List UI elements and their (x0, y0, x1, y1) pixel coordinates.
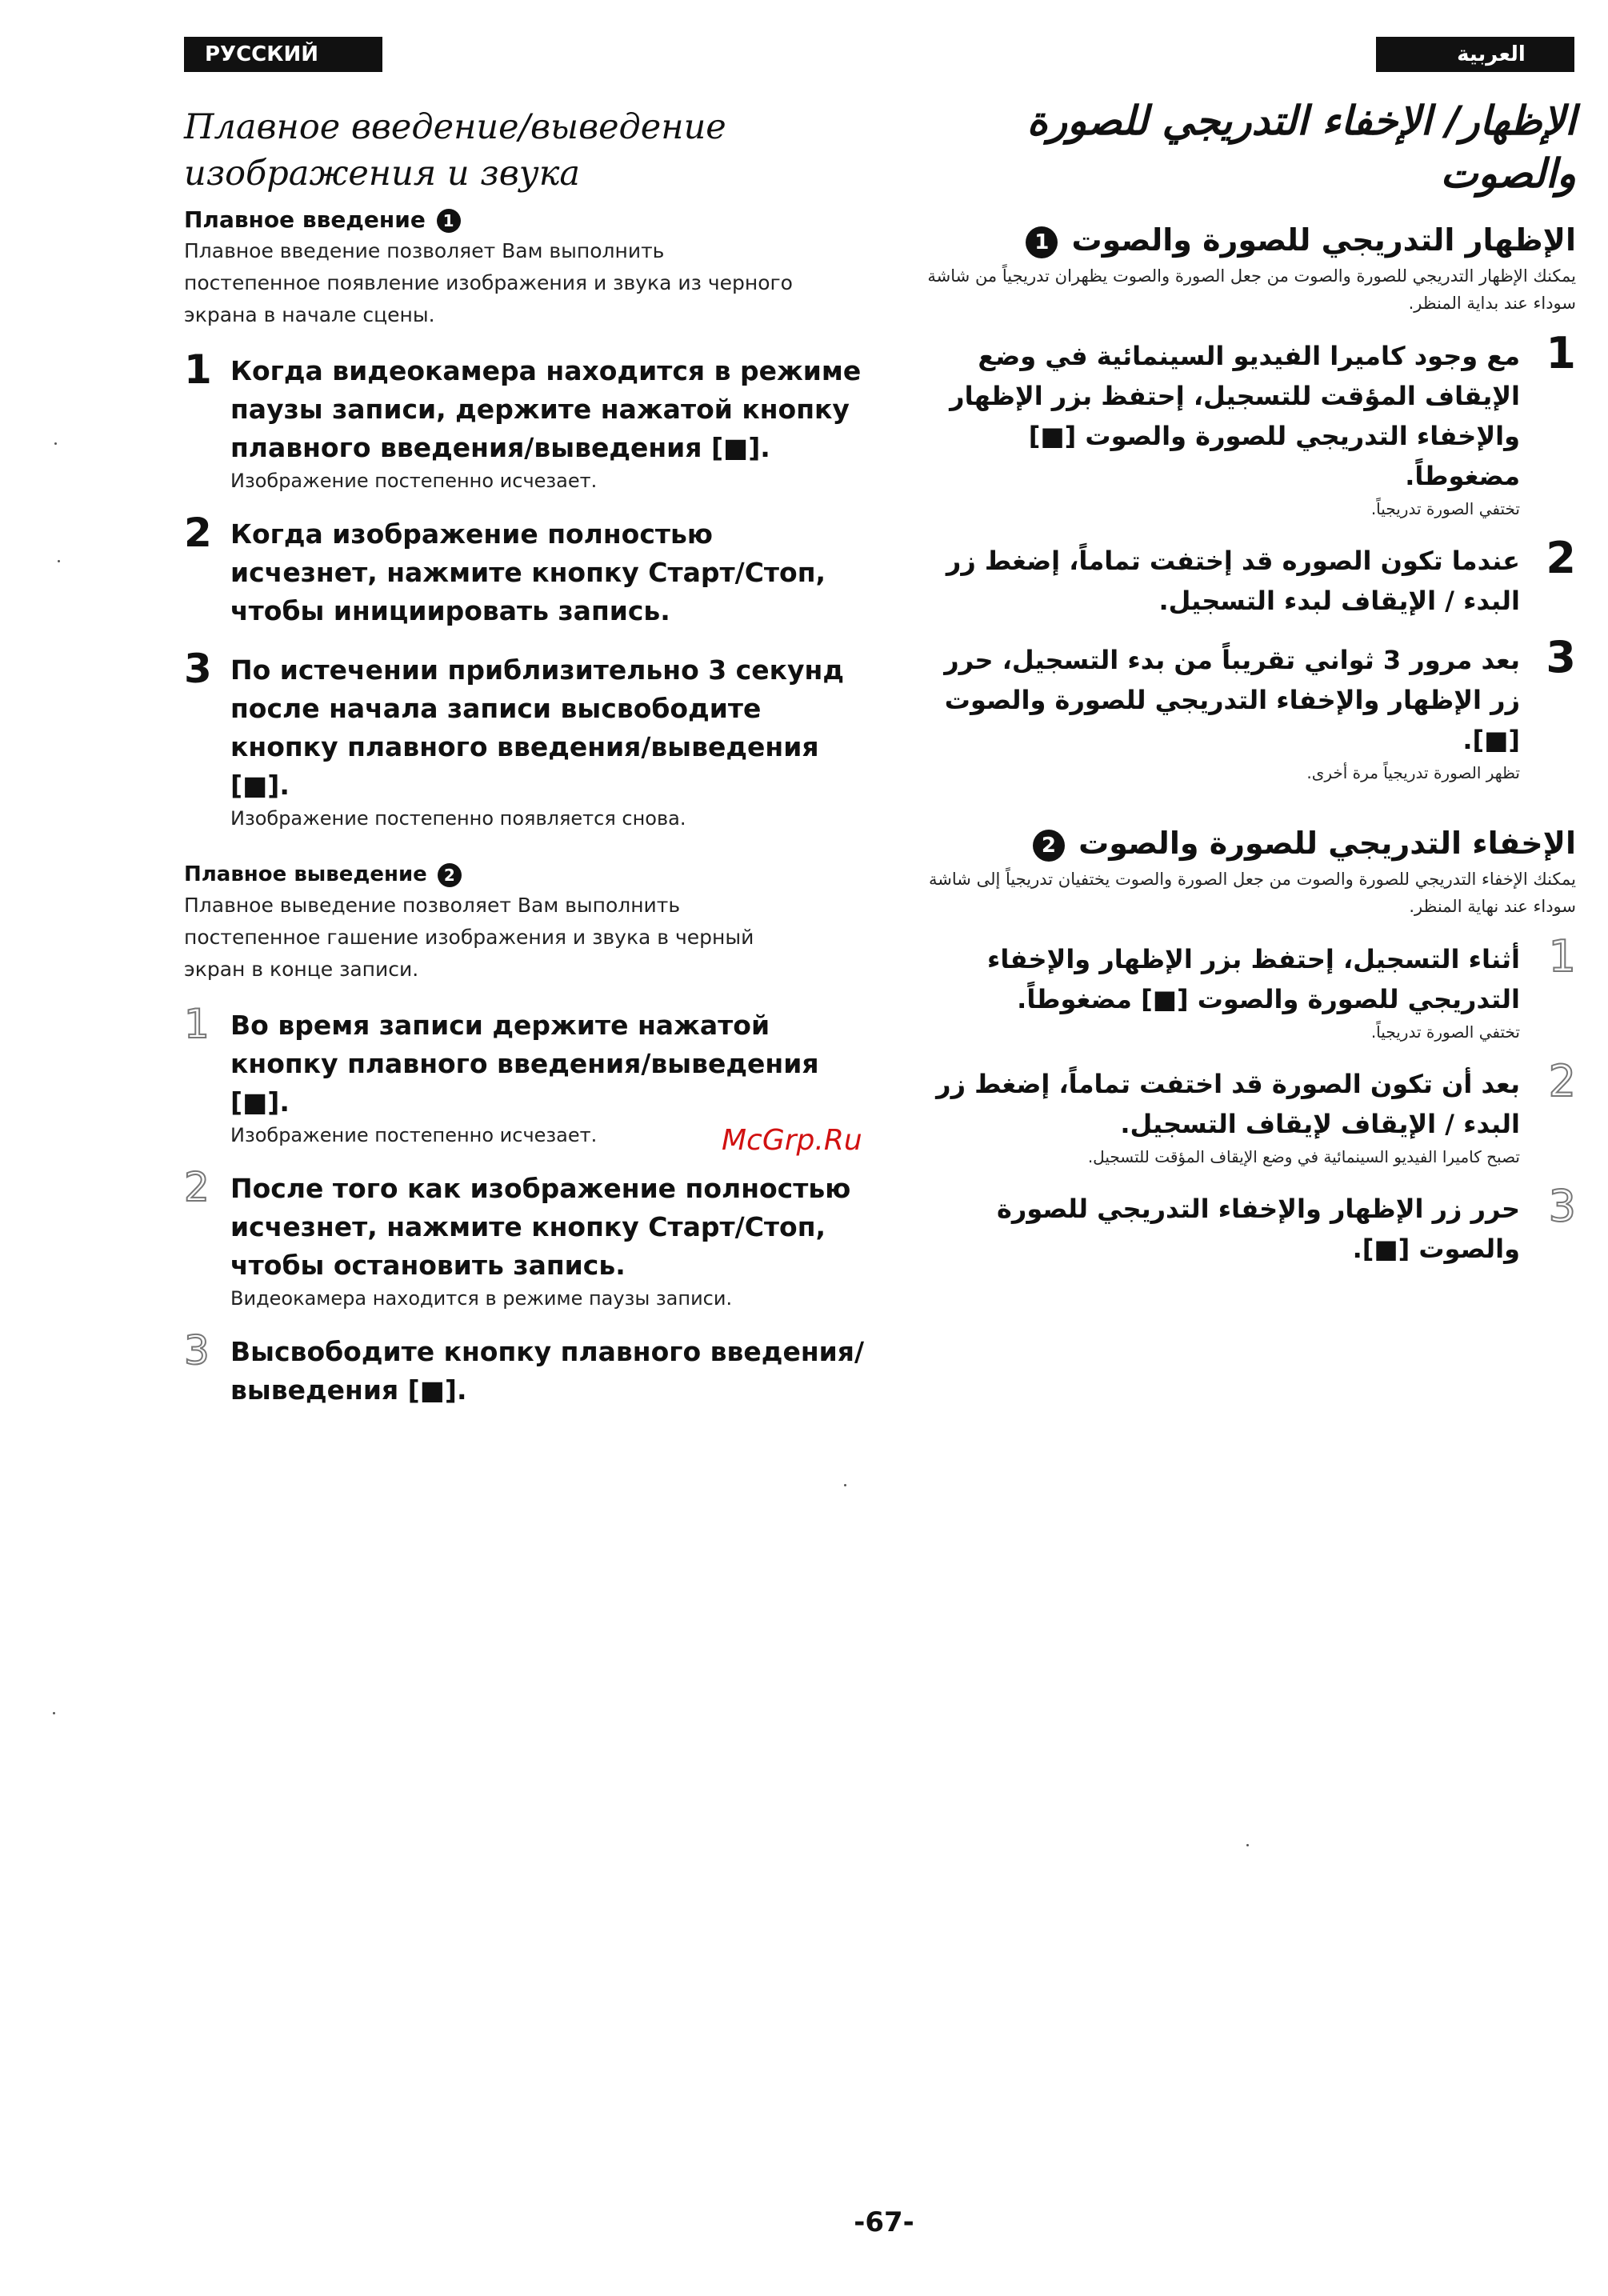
ar-fade-out-step-1 (924, 931, 1576, 1045)
step-note: Изображение постепенно исчезает. (230, 470, 598, 492)
fade-out-heading-label: Плавное выведение (184, 862, 427, 886)
scan-speck (54, 442, 57, 445)
step-text: По истечении приблизительно 3 секунд после начала записи высвободите кнопку плавного введения/выведения [■]. (230, 654, 844, 801)
ar-fade-out-step-3 (924, 1181, 1576, 1269)
step-number: 3 (1548, 1181, 1576, 1231)
step-text: Когда изображение полностью исчезнет, нажмите кнопку Старт/Стоп, чтобы инициировать запись. (230, 518, 826, 626)
ar-fade-out-heading (924, 821, 1576, 866)
step-text: حرر زر الإظهار والإخفاء التدريجي للصورة والصوت [■]. (997, 1194, 1520, 1264)
step-number: 1 (1546, 328, 1576, 378)
watermark: McGrp.Ru (722, 1124, 862, 1157)
ar-fade-out-heading-label: الإخفاء التدريجي للصورة والصوت (1078, 826, 1576, 861)
step-text: Когда видеокамера находится в режиме паузы записи, держите нажатой кнопку плавного введения/выведения [■]. (230, 355, 862, 463)
scan-speck (844, 1484, 846, 1486)
ar-fade-in-step-2 (924, 533, 1576, 621)
fade-in-step-2 (184, 510, 864, 630)
number-2-badge-icon: 2 (438, 863, 462, 887)
arabic-column (924, 94, 1576, 1269)
fade-out-heading (184, 859, 864, 890)
ar-fade-in-step-1 (924, 328, 1576, 522)
step-number: 1 (184, 346, 212, 393)
step-note: تختفي الصورة تدريجياً. (1370, 499, 1520, 518)
step-number: 2 (1548, 1056, 1576, 1106)
scan-speck (53, 1712, 55, 1714)
step-text: بعد مرور 3 ثواني تقريباً من بدء التسجيل، حرر زر الإظهار والإخفاء التدريجي للصورة والصوت [■]. (944, 645, 1520, 755)
step-number: 2 (184, 1164, 210, 1210)
ar-fade-in-heading (924, 218, 1576, 262)
step-text: مع وجود كاميرا الفيديو السينمائية في وضع الإيقاف المؤقت للتسجيل، إحتفظ بزر الإظهار والإخفاء التدريجي للصورة والصوت [■] مضغوطاً. (950, 341, 1520, 491)
step-text: Во время записи держите нажатой кнопку плавного введения/выведения [■]. (230, 1010, 819, 1118)
step-number: 1 (1548, 931, 1576, 982)
ar-fade-in-heading-label: الإظهار التدريجي للصورة والصوت (1071, 222, 1576, 258)
step-note: Изображение постепенно появляется снова. (230, 807, 686, 830)
fade-in-heading-label: Плавное введение (184, 206, 426, 233)
number-1-badge-icon: 1 (1026, 226, 1058, 258)
step-number: 3 (184, 1327, 210, 1374)
step-note: تظهر الصورة تدريجياً مرة أخرى. (1306, 763, 1520, 782)
step-text: أثناء التسجيل، إحتفظ بزر الإظهار والإخفاء التدريجي للصورة والصوت [■] مضغوطاً. (987, 944, 1520, 1014)
step-text: بعد أن تكون الصورة قد اختفت تماماً، إضغط زر البدء / الإيقاف لإيقاف التسجيل. (936, 1069, 1520, 1139)
scan-speck (1246, 1844, 1249, 1846)
ar-fade-in-intro: يمكنك الإظهار التدريجي للصورة والصوت من جعل الصورة والصوت يظهران تدريجياً من شاشة سوداء عند بداية المنظر. (927, 266, 1576, 313)
step-note: تختفي الصورة تدريجياً. (1370, 1022, 1520, 1042)
scan-speck (58, 560, 60, 562)
ar-fade-in-step-3 (924, 632, 1576, 786)
language-tag-russian: РУССКИЙ ЯЗЫК (184, 37, 382, 72)
ar-fade-out-step-2 (924, 1056, 1576, 1170)
step-note: Изображение постепенно исчезает. (230, 1124, 598, 1146)
step-note: Видеокамера находится в режиме паузы записи. (230, 1287, 733, 1310)
step-number: 3 (184, 646, 212, 692)
step-number: 2 (184, 510, 212, 556)
step-number: 2 (1546, 533, 1576, 583)
fade-out-intro: Плавное выведение позволяет Вам выполнить постепенное гашение изображения и звука в черный экран в конце записи. (184, 894, 754, 981)
number-2-badge-icon: 2 (1033, 830, 1065, 862)
step-text: После того как изображение полностью исчезнет, нажмите кнопку Старт/Стоп, чтобы остановить запись. (230, 1173, 851, 1281)
language-tag-arabic: العربية (1376, 37, 1574, 72)
page-title-russian: Плавное введение/выведение изображения и звука (184, 107, 726, 194)
fade-out-step-3 (184, 1327, 864, 1410)
step-note: تصبح كاميرا الفيديو السينمائية في وضع الإيقاف المؤقت للتسجيل. (1087, 1147, 1520, 1166)
step-text: عندما تكون الصوره قد إختفت تماماً، إضغط زر البدء / الإيقاف لبدء التسجيل. (946, 546, 1520, 616)
russian-column (184, 104, 864, 1410)
fade-in-step-3 (184, 646, 864, 832)
page-title-arabic: الإظهار/ الإخفاء التدريجي للصورة والصوت (1026, 98, 1576, 197)
step-number: 3 (1546, 632, 1576, 682)
page-number: -67- (854, 2206, 914, 2238)
number-1-badge-icon: 1 (437, 209, 461, 233)
fade-in-step-1 (184, 346, 864, 494)
ar-fade-out-intro: يمكنك الإخفاء التدريجي للصورة والصوت من جعل الصورة والصوت يختفيان تدريجياً إلى شاشة سوداء عند نهاية المنظر. (929, 870, 1576, 916)
step-text: Высвободите кнопку плавного введения/выведения [■]. (230, 1336, 864, 1406)
fade-in-heading (184, 205, 864, 235)
fade-out-step-2 (184, 1164, 864, 1312)
step-number: 1 (184, 1001, 210, 1047)
fade-in-intro: Плавное введение позволяет Вам выполнить постепенное появление изображения и звука из черного экрана в начале сцены. (184, 239, 793, 326)
